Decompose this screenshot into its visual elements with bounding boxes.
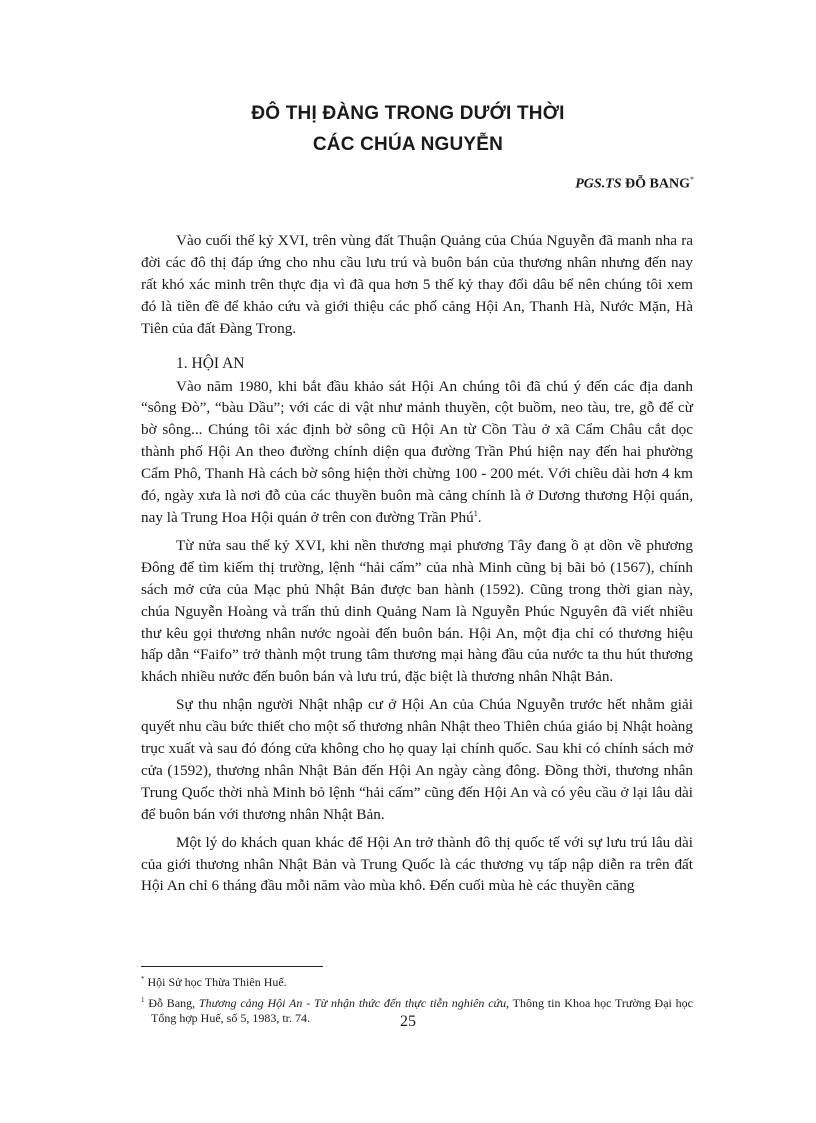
footnote-separator <box>141 966 323 967</box>
footnote-marker: 1 <box>141 995 145 1004</box>
section-paragraph-3: Sự thu nhận người Nhật nhập cư ở Hội An của Chúa Nguyễn trước hết nhằm giải quyết nhu cầu bức thiết cho một số thương nhân Nhật theo Thiên chúa giáo bị Nhật hoàng trục xuất và sau đó đóng cửa không cho họ quay lại chính quốc. Sau khi có chính sách mở cửa (1592), thương nhân Nhật Bản đến Hội An ngày càng đông. Đồng thời, thương nhân Trung Quốc thời nhà Minh bỏ lệnh “hải cấm” cũng đến Hội An và có yêu cầu ở lại lâu dài để buôn bán với thương nhân Nhật Bản. <box>141 696 693 823</box>
footnote-citation: , Thông tin Khoa học Trường Đại học Tổng hợp Huế, số 5, 1983, tr. 74. <box>151 995 694 1025</box>
footnote-marker: * <box>141 975 145 983</box>
footnote-work-title: Thương cảng Hội An - Từ nhận thức đến thực tiễn nghiên cứu <box>198 995 507 1010</box>
paragraph-1-end: . <box>477 508 482 526</box>
article-title-line-1: ĐÔ THỊ ĐÀNG TRONG DƯỚI THỜI <box>251 103 565 124</box>
author-byline <box>575 175 694 193</box>
author-degree: PGS.TS <box>575 176 622 192</box>
author-name: ĐỖ BANG <box>625 176 690 192</box>
footnote-ref-1: 1 <box>473 508 478 518</box>
footnote-author <box>141 972 693 991</box>
page-number: 25 <box>400 1013 416 1030</box>
footnote-text: Hội Sử học Thừa Thiên Huế. <box>147 975 287 989</box>
section-heading-hoi-an: 1. HỘI AN <box>176 354 245 372</box>
article-body <box>141 230 693 903</box>
section-paragraph-2: Từ nửa sau thế kỷ XVI, khi nền thương mại phương Tây đang ồ ạt dồn về phương Đông để tìm kiếm thị trường, lệnh “hải cấm” của nhà Minh cũng bị bãi bỏ (1567), chính sách mở cửa của Mạc phủ Nhật Bản được ban hành (1592). Cũng trong thời gian này, chúa Nguyễn Hoàng và trấn thủ dinh Quảng Nam là Nguyễn Phúc Nguyên đã viết nhiều thư kêu gọi thương nhân nước ngoài đến buôn bán. Hội An, một địa chỉ có thương hiệu hấp dẫn “Faifo” trở thành một trung tâm thương mại hàng đầu của nước ta thu hút thương khách nhiều nước đến buôn bán và lưu trú, đặc biệt là thương nhân Nhật Bản. <box>141 536 693 686</box>
paragraph-1-text: Vào năm 1980, khi bắt đầu khảo sát Hội An chúng tôi đã chú ý đến các địa danh “sông Đò”, “bàu Dầu”; với các di vật như mảnh thuyền, cột buồm, neo tàu, tre, gỗ để cừ bờ sông... Chúng tôi xác định bờ sông cũ Hội An từ Cồn Tàu ở xã Cẩm Châu cắt dọc thành phố Hội An theo đường chính diện qua đường Trần Phú hiện nay đến hai phường Cẩm Phô, Thanh Hà cách bờ sông hiện thời chừng 100 - 200 mét. Với chiều dài hơn 4 km đó, ngày xưa là nơi đỗ của các thuyền buôn mà cảng chính là ở Dương thương Hội quán, nay là Trung Hoa Hội quán ở trên con đường Trần Phú <box>141 377 693 526</box>
intro-paragraph: Vào cuối thế kỷ XVI, trên vùng đất Thuận Quảng của Chúa Nguyễn đã manh nha ra đời các đô thị đáp ứng cho nhu cầu lưu trú và buôn bán của thương nhân nhưng đến nay rất khó xác minh trên thực địa vì đã qua hơn 5 thế kỷ thay đổi dâu bể nên chúng tôi xem đó là tiền đề để khảo cứu và giới thiệu các phố cảng Hội An, Thanh Hà, Nước Mặn, Hà Tiên của đất Đàng Trong. <box>141 232 693 337</box>
article-title-line-2: CÁC CHÚA NGUYỄN <box>312 134 504 155</box>
footnote-author-name: Đỗ Bang, <box>148 995 199 1010</box>
author-footnote-marker: * <box>690 175 694 184</box>
section-paragraph-1 <box>141 376 693 529</box>
section-paragraph-4: Một lý do khách quan khác để Hội An trở thành đô thị quốc tế với sự lưu trú lâu dài của giới thương nhân Nhật Bản và Trung Quốc là các thương vụ tấp nập diễn ra trên đất Hội An chỉ 6 tháng đầu mỗi năm vào mùa khô. Đến cuối mùa hè các thuyền căng <box>141 833 693 895</box>
